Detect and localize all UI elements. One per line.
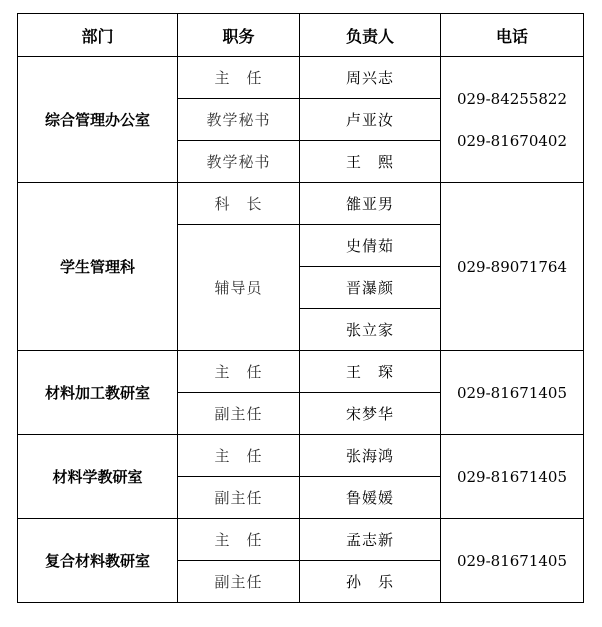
phone-cell: 029-81671405 xyxy=(441,519,584,603)
person-cell: 晋瀑颜 xyxy=(300,267,441,309)
person-cell: 雒亚男 xyxy=(300,183,441,225)
header-phone: 电话 xyxy=(441,14,584,57)
header-person-in-charge: 负责人 xyxy=(300,14,441,57)
person-cell: 史倩茹 xyxy=(300,225,441,267)
person-cell: 卢亚汝 xyxy=(300,99,441,141)
phone-cell xyxy=(441,57,584,183)
person-cell: 周兴志 xyxy=(300,57,441,99)
position-cell: 主 任 xyxy=(178,351,300,393)
phone-number: 029-84255822 xyxy=(456,89,568,108)
position-cell: 辅导员 xyxy=(178,225,300,351)
position-cell: 主 任 xyxy=(178,435,300,477)
table-row xyxy=(18,351,584,393)
table-row xyxy=(18,435,584,477)
phone-cell: 029-81671405 xyxy=(441,435,584,519)
phone-cell: 029-81671405 xyxy=(441,351,584,435)
table-row xyxy=(18,57,584,99)
position-cell: 副主任 xyxy=(178,393,300,435)
position-cell: 教学秘书 xyxy=(178,99,300,141)
department-name: 材料学教研室 xyxy=(18,435,178,519)
header-department: 部门 xyxy=(18,14,178,57)
person-cell: 张海鸿 xyxy=(300,435,441,477)
person-cell: 张立家 xyxy=(300,309,441,351)
person-cell: 孟志新 xyxy=(300,519,441,561)
header-position: 职务 xyxy=(178,14,300,57)
position-cell: 副主任 xyxy=(178,561,300,603)
position-cell: 主 任 xyxy=(178,57,300,99)
phone-cell: 029-89071764 xyxy=(441,183,584,351)
person-cell: 王 熙 xyxy=(300,141,441,183)
department-name: 综合管理办公室 xyxy=(18,57,178,183)
table-row xyxy=(18,519,584,561)
person-cell: 鲁媛媛 xyxy=(300,477,441,519)
position-cell: 科 长 xyxy=(178,183,300,225)
department-name: 复合材料教研室 xyxy=(18,519,178,603)
header-row xyxy=(18,14,584,57)
position-cell: 副主任 xyxy=(178,477,300,519)
person-cell: 宋梦华 xyxy=(300,393,441,435)
department-name: 学生管理科 xyxy=(18,183,178,351)
position-cell: 教学秘书 xyxy=(178,141,300,183)
table-row xyxy=(18,183,584,225)
department-name: 材料加工教研室 xyxy=(18,351,178,435)
phone-number: 029-81670402 xyxy=(456,131,568,150)
person-cell: 王 琛 xyxy=(300,351,441,393)
department-directory-table xyxy=(17,13,584,603)
position-cell: 主 任 xyxy=(178,519,300,561)
person-cell: 孙 乐 xyxy=(300,561,441,603)
